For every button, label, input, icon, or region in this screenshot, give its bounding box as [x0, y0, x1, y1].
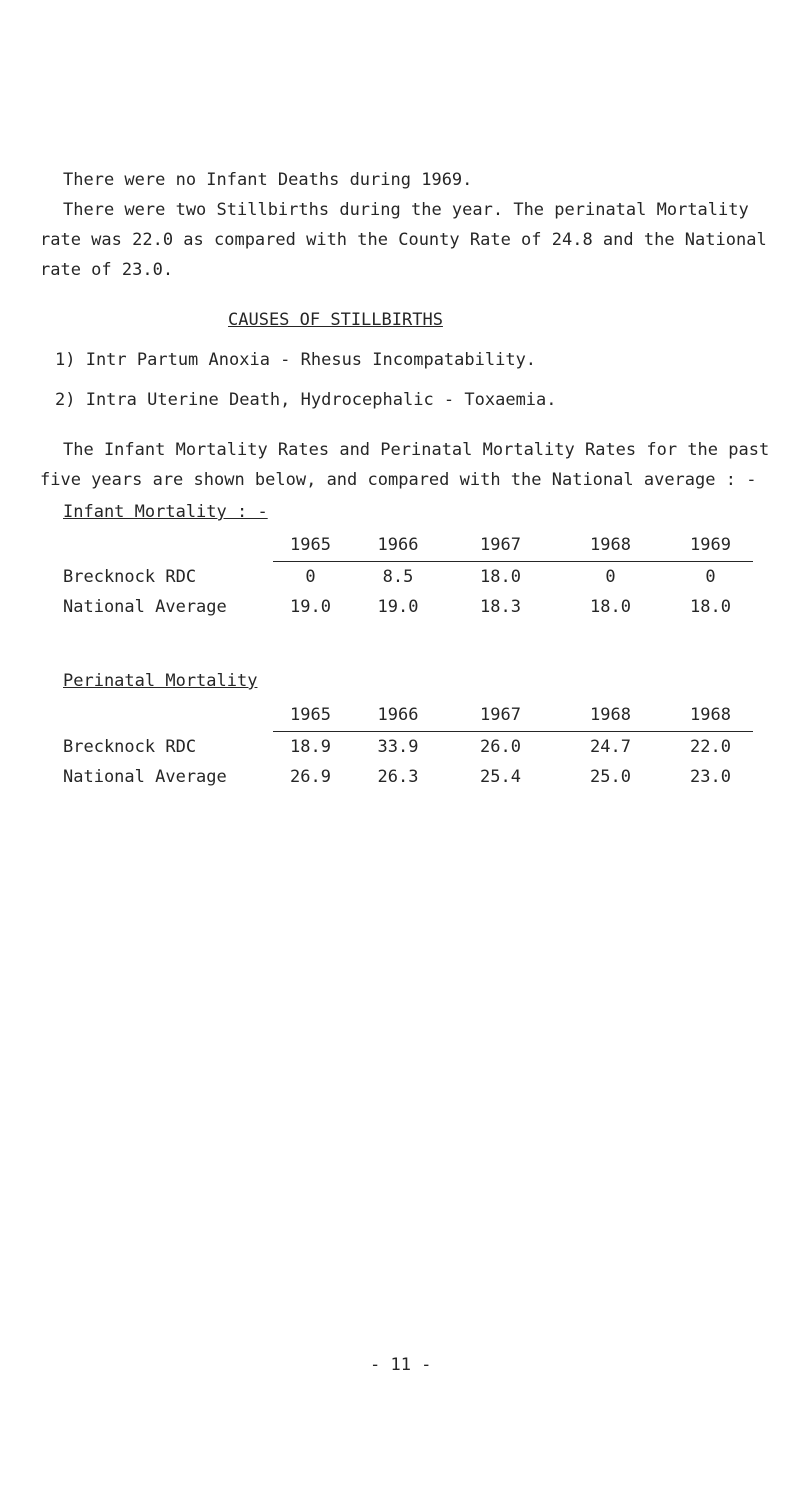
table-cell: 26.9: [290, 767, 331, 787]
infant-year-1968: 1968: [553, 535, 668, 562]
intro-line-4: rate of 23.0.: [40, 260, 174, 280]
table-cell: 18.9: [290, 737, 331, 757]
table-cell: 0: [305, 567, 316, 587]
table-cell: 22.0: [690, 737, 731, 757]
table-cell: 23.0: [690, 767, 731, 787]
perinatal-year-1968-b: 1968: [668, 705, 753, 732]
table-cell: 18.0: [480, 567, 521, 587]
comparison-line-2: five years are shown below, and compared with the National average : -: [40, 470, 757, 490]
comparison-line-1: The Infant Mortality Rates and Perinatal Mortality Rates for the past: [63, 440, 770, 460]
causes-heading: CAUSES OF STILLBIRTHS: [228, 310, 443, 330]
intro-line-1: There were no Infant Deaths during 1969.: [63, 170, 473, 190]
table-cell: 0: [705, 567, 716, 587]
page-number: - 11 -: [370, 1355, 432, 1375]
perinatal-year-1967: 1967: [448, 705, 553, 732]
perinatal-year-1966: 1966: [348, 705, 448, 732]
cause-item-2: 2) Intra Uterine Death, Hydrocephalic - Toxaemia.: [55, 390, 557, 410]
table-cell: 25.0: [590, 767, 631, 787]
row-label: National Average: [63, 767, 227, 787]
row-label: Brecknock RDC: [63, 736, 197, 757]
infant-mortality-heading: Infant Mortality : -: [63, 502, 268, 522]
intro-line-3: rate was 22.0 as compared with the County Rate of 24.8 and the National: [40, 230, 767, 250]
perinatal-mortality-heading: Perinatal Mortality: [63, 671, 258, 691]
table-cell: 33.9: [377, 737, 419, 757]
infant-year-1965: 1965: [273, 535, 348, 562]
infant-year-1966: 1966: [348, 535, 448, 562]
perinatal-mortality-table: [63, 705, 753, 792]
infant-year-1969: 1969: [668, 535, 753, 562]
cause-item-1: 1) Intr Partum Anoxia - Rhesus Incompatability.: [55, 350, 537, 370]
infant-year-1967: 1967: [448, 535, 553, 562]
table-cell: 19.0: [377, 597, 419, 617]
table-cell: 18.3: [480, 597, 521, 617]
table-cell: 26.0: [480, 737, 521, 757]
row-label: Brecknock RDC: [63, 566, 197, 587]
perinatal-year-1968: 1968: [553, 705, 668, 732]
table-row: [63, 732, 753, 763]
perinatal-mortality-header-row: [63, 705, 753, 732]
table-row: [63, 562, 753, 593]
table-cell: 8.5: [382, 567, 414, 587]
perinatal-year-1965: 1965: [273, 705, 348, 732]
table-cell: 26.3: [377, 767, 419, 787]
table-cell: 24.7: [590, 737, 631, 757]
table-cell: 0: [605, 567, 616, 587]
table-cell: 19.0: [290, 597, 331, 617]
table-cell: 18.0: [690, 597, 731, 617]
infant-mortality-table: [63, 535, 753, 622]
table-cell: 25.4: [480, 767, 521, 787]
infant-mortality-header-row: [63, 535, 753, 562]
table-row: [63, 592, 753, 622]
table-cell: 18.0: [590, 597, 631, 617]
table-row: [63, 762, 753, 792]
intro-line-2: There were two Stillbirths during the year. The perinatal Mortality: [63, 200, 749, 220]
row-label: National Average: [63, 597, 227, 617]
